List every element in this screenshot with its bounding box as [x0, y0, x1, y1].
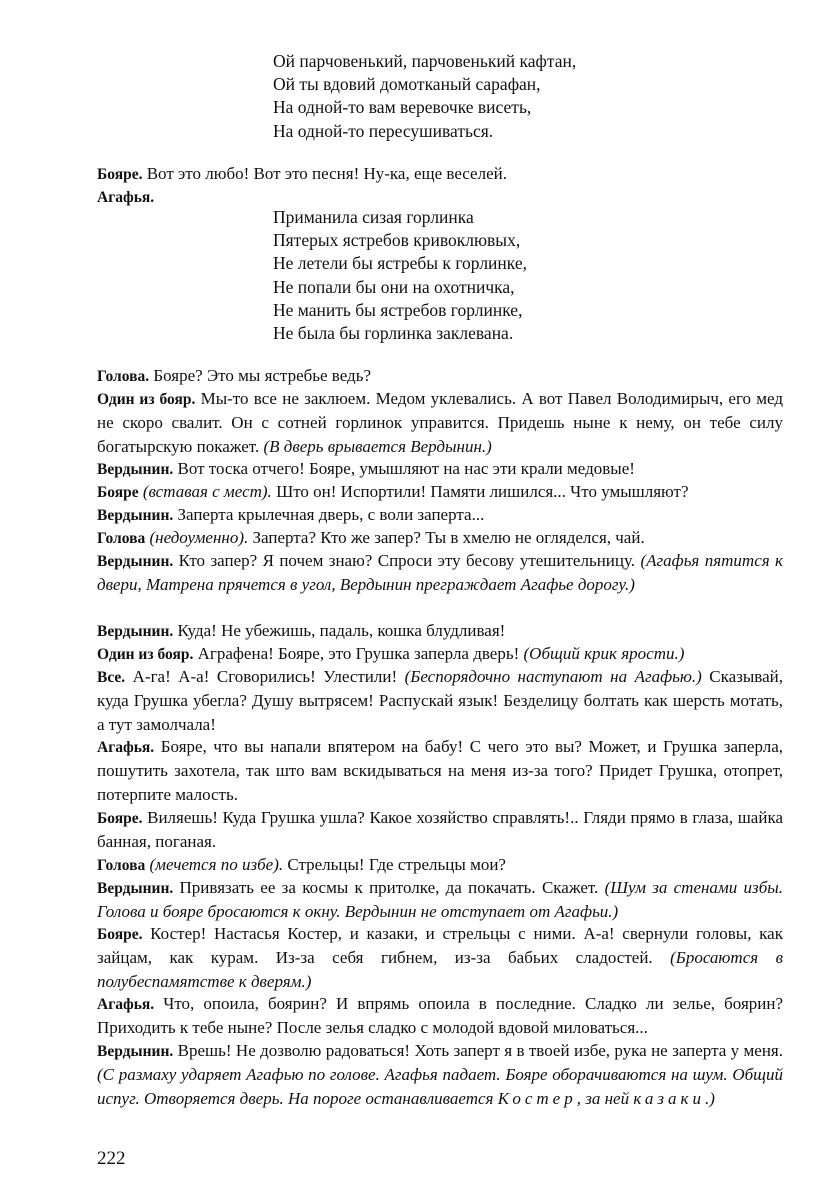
- verse-line: Не была бы горлинка заклевана.: [273, 323, 514, 344]
- speaker-name: Один из бояр.: [97, 646, 194, 663]
- speech-text: Что, опоила, боярин? И впрямь опоила в последние. Сладко ли зелье, боярин? Приходить к тебе ныне? После зелья сладко с молодой вдовой миловаться...: [97, 994, 783, 1038]
- stage-direction: (Шум за стенами избы. Голова и бояре бросаются к окну. Вердынин не отступает от Агафьи.): [97, 878, 784, 922]
- speaker-name: Голова: [97, 530, 146, 547]
- speech-text: Вот тоска отчего! Бояре, умышляют на нас эти крали медовые!: [173, 459, 635, 478]
- verse-line: Не летели бы ястребы к горлинке,: [273, 253, 527, 274]
- paragraph-verdynin-3: [97, 549, 783, 597]
- speaker-name: Вердынин.: [97, 880, 174, 897]
- speech-text: Бояре, что вы напали впятером на бабу! С чего это вы? Может, и Грушка заперла, пошутить захотела, так што вам вскидываться на меня из-за того? Придет Грушка, отопрет, потерпите малость.: [97, 737, 783, 804]
- paragraph-agafya-3: [97, 992, 783, 1040]
- speech-text: А-га! А-а! Сговорились! Улестили!: [125, 667, 405, 686]
- speaker-name: Вердынин.: [97, 553, 174, 570]
- verse-line: Не манить бы ястребов горлинке,: [273, 299, 523, 320]
- speech-text: Виляешь! Куда Грушка ушла? Какое хозяйство справлять!.. Гляди прямо в глаза, шайка банная, поганая.: [97, 808, 783, 852]
- speech-text: Вот это любо! Вот это песня! Ну-ка, еще веселей.: [142, 164, 507, 183]
- speech-text: Врешь! Не дозволю радоваться! Хоть заперт я в твоей избе, рука не заперта у меня.: [173, 1041, 783, 1060]
- speech-text: Што он! Испортили! Памяти лишился... Что умышляют?: [271, 482, 689, 501]
- stage-direction-text: .): [704, 1088, 715, 1108]
- verse-line: На одной-то пересушиваться.: [273, 120, 494, 141]
- page-number: 222: [97, 1148, 126, 1169]
- speech-text: Костер! Настасья Костер, и казаки, и стрельцы с ними. А-а! свернули головы, как зайцам, как курам. Из-за себя гибнем, из-за бабьих сладостей.: [97, 924, 783, 968]
- speech-text: Стрельцы! Где стрельцы мои?: [283, 855, 506, 874]
- stage-direction-text: , за ней: [576, 1088, 634, 1108]
- paragraph-boyare-1: [97, 162, 783, 186]
- speaker-name: Все.: [97, 669, 126, 686]
- speaker-name: Один из бояр.: [97, 391, 196, 408]
- speaker-name: Бояре.: [97, 810, 143, 827]
- speaker-name: Вердынин.: [97, 623, 174, 640]
- stage-direction: (Агафья пятится к двери, Матрена прячется в угол, Вердынин преграждает Агафье дорогу.): [97, 551, 783, 595]
- verse-block-1: [273, 50, 793, 143]
- stage-direction: (В дверь врывается Вердынин.): [263, 436, 492, 456]
- spaced-name-kazaki: казаки: [633, 1088, 705, 1108]
- speaker-name: Вердынин.: [97, 461, 174, 478]
- speech-text: Сказывай, куда Грушка убегла? Душу вытрясем! Распускай язык! Безделицу болтать как шерсть мотать, а тут замолчала!: [97, 667, 783, 734]
- speaker-name: Голова.: [97, 368, 150, 385]
- paragraph-odin-iz-boyar-1: [97, 387, 783, 458]
- verse-line: На одной-то вам веревочке висеть,: [273, 97, 532, 118]
- speaker-name: Агафья.: [97, 739, 155, 756]
- spaced-name-koster: Костер: [497, 1088, 577, 1108]
- speech-text: Кто запер? Я почем знаю? Спроси эту бесову утешительницу.: [173, 551, 641, 570]
- paragraph-golova-3: [97, 853, 783, 877]
- speech-text: Заперта? Кто же запер? Ты в хмелю не огляделся, чай.: [248, 528, 645, 547]
- speech-text: Бояре? Это мы ястребье ведь?: [149, 366, 372, 385]
- speaker-name: Вердынин.: [97, 1043, 174, 1060]
- stage-direction: (мечется по избе).: [145, 855, 284, 874]
- paragraph-odin-iz-boyar-2: [97, 642, 783, 666]
- speech-text: Куда! Не убежишь, падаль, кошка блудливая!: [173, 621, 506, 640]
- paragraph-boyare-4: [97, 922, 783, 993]
- speaker-name: Голова: [97, 857, 146, 874]
- speaker-name: Вердынин.: [97, 507, 174, 524]
- speech-text: Аграфена! Бояре, это Грушка заперла дверь!: [193, 644, 524, 663]
- paragraph-vse: [97, 665, 783, 736]
- stage-direction: (Общий крик ярости.): [523, 644, 685, 663]
- verse-line: Не попали бы они на охотничка,: [273, 276, 515, 297]
- paragraph-golova-2: [97, 526, 783, 550]
- stage-direction: (Беспорядочно наступают на Агафью.): [404, 667, 702, 686]
- speech-text: Заперта крылечная дверь, с воли заперта...: [173, 505, 485, 524]
- speaker-name: Бояре: [97, 484, 139, 501]
- speaker-name: Агафья.: [97, 189, 155, 206]
- speaker-name: Бояре.: [97, 166, 143, 183]
- verse-line: Пятерых ястребов кривоклювых,: [273, 230, 521, 251]
- stage-direction: [97, 1065, 783, 1107]
- paragraph-verdynin-5: [97, 876, 783, 924]
- stage-direction: (недоуменно).: [145, 528, 249, 547]
- speaker-name: Бояре.: [97, 926, 143, 943]
- verse-line: Ой парчовенький, парчовенький кафтан,: [273, 51, 577, 71]
- stage-direction: (Бросаются в полубеспамятстве к дверям.): [97, 948, 783, 991]
- speech-text: Мы-то все не заклюем. Медом уклевались. А вот Павел Володимирыч, его мед не скоро свалит. Он с сотней горлинок управится. Придешь ныне к нему, он тебе силу богатырскую покажет.: [97, 389, 783, 456]
- verse-block-2: [273, 206, 793, 345]
- speech-text: Привязать ее за космы к притолке, да покачать. Скажет.: [173, 878, 605, 897]
- stage-direction: (вставая с мест).: [138, 482, 272, 501]
- stage-direction-text: (С размаху ударяет Агафью по голове. Агафья падает. Бояре оборачиваются на шум. Общий испуг. Отворяется дверь. На пороге останавливается: [97, 1065, 783, 1108]
- paragraph-boyare-2: [97, 480, 783, 504]
- paragraph-golova-1: [97, 364, 783, 388]
- paragraph-verdynin-1: [97, 457, 783, 481]
- verse-line: Приманила сизая горлинка: [273, 207, 474, 227]
- speaker-name: Агафья.: [97, 996, 155, 1013]
- paragraph-verdynin-6: [97, 1039, 783, 1110]
- paragraph-verdynin-4: [97, 619, 783, 643]
- paragraph-agafya-2: [97, 735, 783, 806]
- paragraph-verdynin-2: [97, 503, 783, 527]
- paragraph-boyare-3: [97, 806, 783, 854]
- verse-line: Ой ты вдовий домотканый сарафан,: [273, 74, 541, 95]
